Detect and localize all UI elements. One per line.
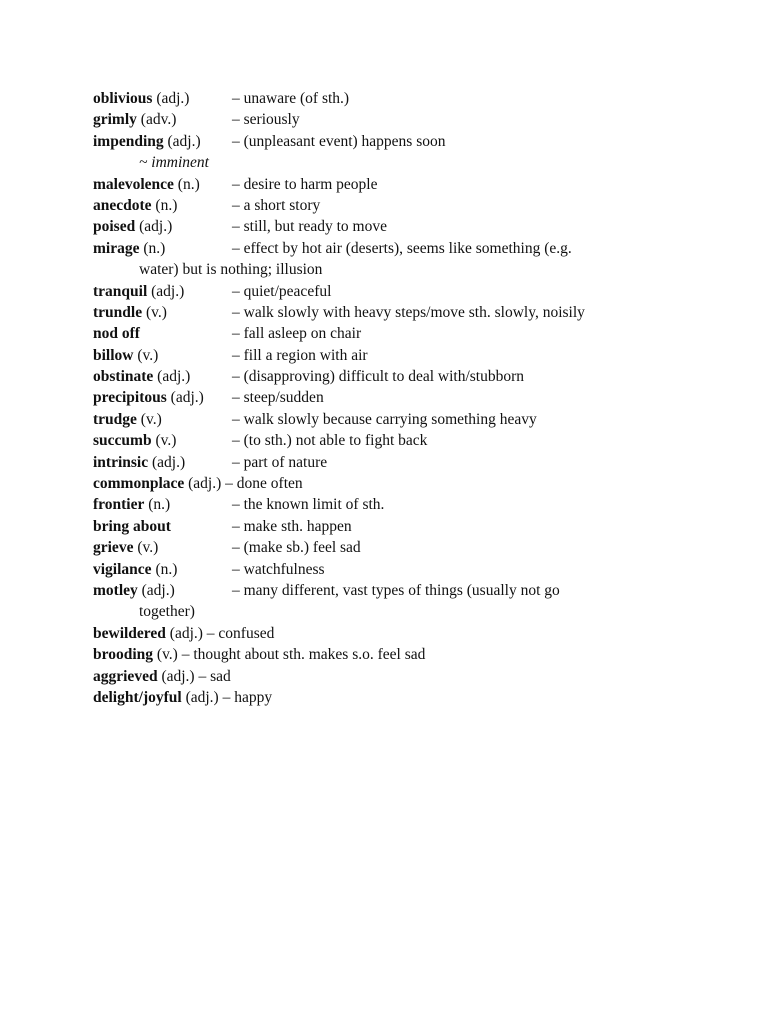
term: tranquil — [93, 282, 148, 300]
term: bewildered — [93, 624, 166, 642]
part-of-speech: (adj.) — [157, 667, 195, 685]
entry-oblivious — [93, 88, 693, 109]
term: vigilance — [93, 560, 152, 578]
definition: – desire to harm people — [232, 175, 378, 193]
entry-impending — [93, 131, 693, 152]
term: malevolence — [93, 175, 174, 193]
part-of-speech: (adj.) — [153, 368, 191, 386]
entry-head — [93, 452, 232, 473]
entry-tranquil — [93, 281, 693, 302]
entry-aggrieved — [93, 666, 693, 687]
entry-frontier — [93, 494, 693, 515]
term: trundle — [93, 303, 143, 321]
part-of-speech: (adj.) — [147, 282, 185, 300]
definition: – fall asleep on chair — [232, 325, 362, 343]
entry-commonplace — [93, 473, 693, 494]
part-of-speech: (adj.) — [148, 453, 186, 471]
definition: – (to sth.) not able to fight back — [232, 432, 428, 450]
part-of-speech: (v.) — [153, 646, 178, 664]
term: intrinsic — [93, 453, 149, 471]
part-of-speech: (v.) — [151, 432, 177, 450]
part-of-speech: (v.) — [133, 346, 159, 364]
part-of-speech: (adj.) — [181, 688, 219, 706]
definition-continuation: together) — [139, 603, 195, 621]
definition: – a short story — [232, 196, 321, 214]
definition: – (make sb.) feel sad — [232, 539, 361, 557]
part-of-speech: (n.) — [144, 496, 171, 514]
entry-head — [93, 131, 232, 152]
term: oblivious — [93, 90, 153, 107]
entry-head — [93, 323, 232, 344]
definition: – walk slowly with heavy steps/move sth. slowly, noisily — [232, 303, 585, 321]
definition: – walk slowly because carrying something heavy — [232, 410, 537, 428]
term: grieve — [93, 539, 134, 557]
entry-head — [93, 366, 232, 387]
part-of-speech: (adj.) — [163, 132, 201, 150]
entry-vigilance — [93, 559, 693, 580]
term: motley — [93, 581, 138, 599]
term: frontier — [93, 496, 145, 514]
entry-head — [93, 580, 232, 601]
term: aggrieved — [93, 667, 158, 685]
term: commonplace — [93, 475, 185, 493]
part-of-speech: (v.) — [133, 539, 159, 557]
entry-billow — [93, 345, 693, 366]
entry-trundle — [93, 302, 693, 323]
definition: – still, but ready to move — [232, 218, 387, 236]
entry-head — [93, 109, 232, 130]
definition-continuation: water) but is nothing; illusion — [139, 261, 323, 279]
entry-head — [93, 281, 232, 302]
entry-nod-off — [93, 323, 693, 344]
part-of-speech: (n.) — [151, 560, 178, 578]
part-of-speech: (adj.) — [184, 475, 222, 493]
definition: – thought about sth. makes s.o. feel sad — [181, 646, 426, 664]
part-of-speech: (adj.) — [135, 218, 173, 236]
entry-head — [93, 644, 178, 665]
definition: – the known limit of sth. — [232, 496, 385, 514]
entry-head — [93, 494, 232, 515]
entry-bewildered — [93, 623, 693, 644]
entry-delight-joyful — [93, 687, 693, 708]
definition: – happy — [222, 688, 273, 706]
term: grimly — [93, 111, 137, 129]
part-of-speech: (n.) — [139, 239, 166, 257]
definition: – done often — [225, 475, 303, 493]
entry-trudge — [93, 409, 693, 430]
entry-anecdote — [93, 195, 693, 216]
entry-head — [93, 302, 232, 323]
term: billow — [93, 346, 134, 364]
entry-grimly — [93, 109, 693, 130]
entry-head — [93, 88, 232, 109]
entry-head — [93, 537, 232, 558]
part-of-speech: (adj.) — [137, 581, 175, 599]
entry-head — [93, 409, 232, 430]
synonym-note: ~ imminent — [139, 154, 209, 172]
entry-brooding — [93, 644, 693, 665]
term: brooding — [93, 646, 154, 664]
entry-mirage — [93, 238, 693, 259]
entry-grieve — [93, 537, 693, 558]
entry-head — [93, 216, 232, 237]
entry-intrinsic — [93, 452, 693, 473]
definition: – effect by hot air (deserts), seems like something (e.g. — [232, 239, 572, 257]
definition: – watchfulness — [232, 560, 325, 578]
entry-head — [93, 387, 232, 408]
entry-head — [93, 666, 195, 687]
entry-head — [93, 238, 232, 259]
entry-head — [93, 345, 232, 366]
term: obstinate — [93, 368, 154, 386]
definition: – confused — [206, 624, 275, 642]
term: anecdote — [93, 196, 152, 214]
definition: – steep/sudden — [232, 389, 324, 407]
entry-head — [93, 559, 232, 580]
definition: – unaware (of sth.) — [232, 90, 350, 107]
vocabulary-list — [93, 88, 693, 708]
term: bring about — [93, 517, 171, 535]
entry-head — [93, 516, 232, 537]
definition: – (unpleasant event) happens soon — [232, 132, 446, 150]
term: poised — [93, 218, 136, 236]
definition: – sad — [198, 667, 231, 685]
term: delight/joyful — [93, 688, 182, 706]
entry-precipitous — [93, 387, 693, 408]
entry-head — [93, 174, 232, 195]
definition: – fill a region with air — [232, 346, 368, 364]
entry-head — [93, 195, 232, 216]
part-of-speech: (v.) — [142, 303, 167, 321]
entry-bring-about — [93, 516, 693, 537]
entry-obstinate — [93, 366, 693, 387]
definition: – part of nature — [232, 453, 328, 471]
part-of-speech: (adj.) — [152, 90, 190, 107]
entry-poised — [93, 216, 693, 237]
entry-head — [93, 430, 232, 451]
definition: – (disapproving) difficult to deal with/stubborn — [232, 368, 525, 386]
part-of-speech: (adv.) — [136, 111, 177, 129]
term: precipitous — [93, 389, 167, 407]
entry-head — [93, 473, 221, 494]
definition: – seriously — [232, 111, 300, 129]
term: mirage — [93, 239, 140, 257]
entry-head — [93, 623, 203, 644]
definition: – quiet/peaceful — [232, 282, 332, 300]
entry-motley — [93, 580, 693, 601]
entry-head — [93, 687, 219, 708]
part-of-speech: (n.) — [173, 175, 200, 193]
term: impending — [93, 132, 164, 150]
term: succumb — [93, 432, 152, 450]
term: trudge — [93, 410, 137, 428]
part-of-speech: (n.) — [151, 196, 178, 214]
definition: – make sth. happen — [232, 517, 352, 535]
entry-succumb — [93, 430, 693, 451]
part-of-speech: (v.) — [136, 410, 162, 428]
entry-malevolence — [93, 174, 693, 195]
definition: – many different, vast types of things (usually not go — [232, 581, 560, 599]
part-of-speech: (adj.) — [165, 624, 203, 642]
part-of-speech: (adj.) — [166, 389, 204, 407]
term: nod off — [93, 325, 140, 343]
